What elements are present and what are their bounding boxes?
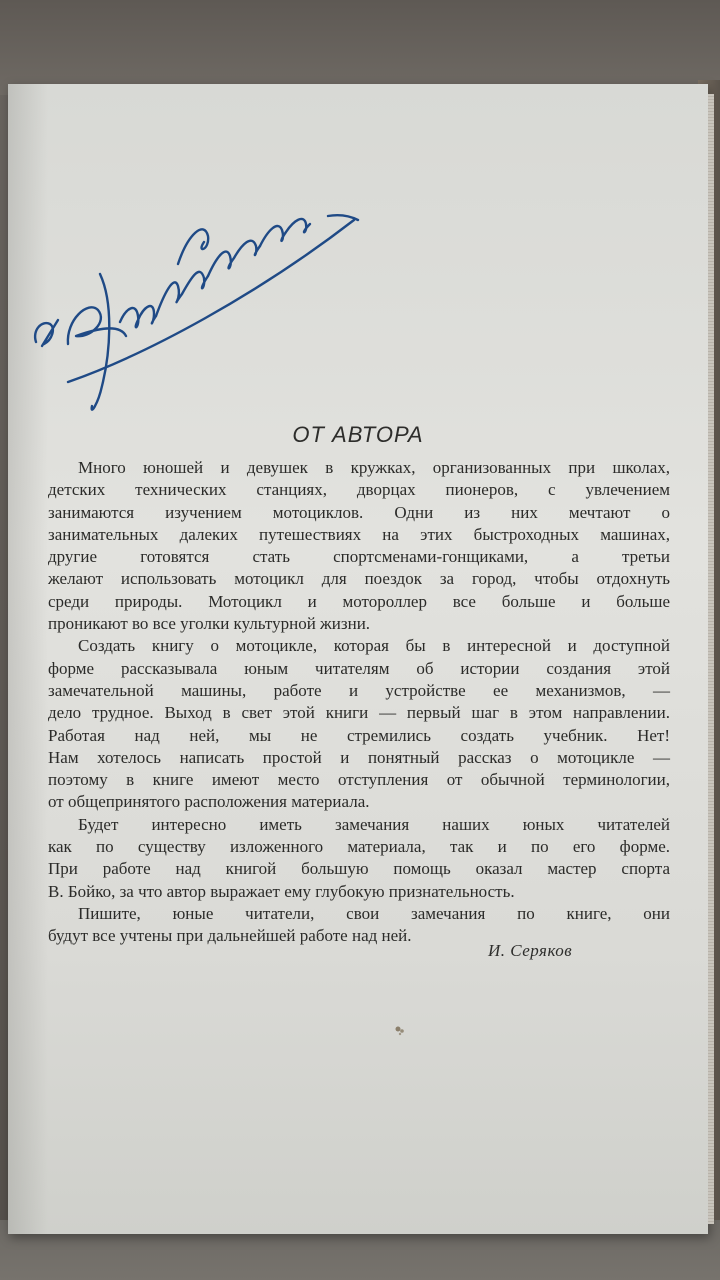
text-line: При работе над книгой большую помощь оказал мастер спорта	[48, 859, 670, 879]
text-line: детских технических станциях, дворцах пионеров, с увлечением	[48, 480, 670, 500]
text-line: Будет интересно иметь замечания наших юных читателей	[78, 814, 670, 834]
section-heading: ОТ АВТОРА	[292, 422, 424, 447]
text-line: Работая над ней, мы не стремились создать учебник. Нет!	[48, 725, 670, 745]
text-line: как по существу изложенного материала, так и по его форме.	[48, 837, 670, 857]
text-line: от общепринятого расположения материала.	[48, 792, 370, 812]
background-top	[0, 0, 720, 95]
text-line: желают использовать мотоцикл для поездок за город, чтобы отдохнуть	[48, 569, 670, 589]
author-signoff: И. Серяков	[488, 941, 573, 960]
text-line: Много юношей и девушек в кружках, организованных при школах,	[78, 458, 670, 477]
text-line: среди природы. Мотоцикл и мотороллер все больше и больше	[48, 591, 670, 611]
paragraph	[48, 635, 670, 813]
paragraph	[48, 903, 670, 948]
text-line: замечательной машины, работе и устройстве ее механизмов, —	[48, 680, 670, 700]
body-text	[48, 457, 670, 948]
text-line: занимательных далеких путешествиях на этих быстроходных машинах,	[48, 524, 670, 544]
paragraph	[48, 457, 670, 635]
text-line: дело трудное. Выход в свет этой книги — первый шаг в этом направлении.	[48, 703, 670, 723]
paper-stain	[393, 1024, 407, 1036]
text-line: поэтому в книге имеют место отступления от обычной терминологии,	[48, 770, 670, 790]
text-line: Создать книгу о мотоцикле, которая бы в интересной и доступной	[78, 636, 670, 656]
text-line: проникают во все уголки культурной жизни.	[48, 614, 371, 634]
text-line: другие готовятся стать спортсменами-гонщиками, а третьи	[48, 547, 670, 567]
text-line: В. Бойко, за что автор выражает ему глубокую признательность.	[48, 881, 515, 901]
paragraph	[48, 814, 670, 903]
book-page	[8, 84, 708, 1234]
text-line: форме рассказывала юным читателям об истории создания этой	[48, 658, 670, 678]
handwritten-signature	[28, 124, 368, 414]
page-edge	[708, 94, 714, 1224]
text-line: занимаются изучением мотоциклов. Одни из них мечтают о	[48, 502, 670, 522]
text-line: Пишите, юные читатели, свои замечания по книге, они	[78, 903, 670, 923]
text-line: Нам хотелось написать простой и понятный рассказ о мотоцикле —	[48, 747, 670, 767]
text-line: будут все учтены при дальнейшей работе над ней.	[48, 926, 412, 946]
